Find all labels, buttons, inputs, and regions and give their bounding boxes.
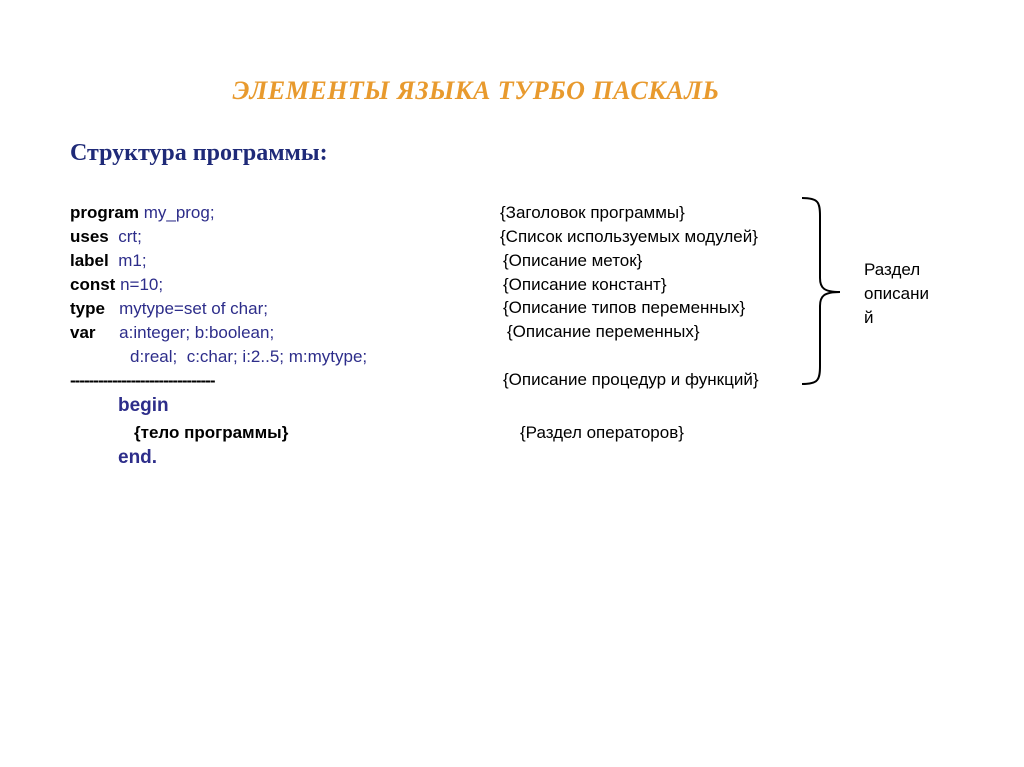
keyword: label <box>70 251 109 270</box>
comment-header: {Заголовок программы} <box>500 203 685 222</box>
code-end: end. <box>118 447 158 468</box>
code-line-label <box>70 249 147 273</box>
keyword: var <box>70 323 96 342</box>
code-begin: begin <box>118 395 169 416</box>
slide-subtitle: Структура программы: <box>70 140 328 166</box>
section-label-line: описани <box>864 284 929 303</box>
code-value: m1; <box>118 251 147 270</box>
code-value: n=10; <box>120 275 164 294</box>
keyword: uses <box>70 227 109 246</box>
comment-vars: {Описание переменных} <box>507 322 700 341</box>
slide-title: ЭЛЕМЕНТЫ ЯЗЫКА ТУРБО ПАСКАЛЬ <box>232 76 720 105</box>
code-line-var <box>70 321 274 345</box>
code-value: a:integer; b:boolean; <box>119 323 275 342</box>
code-value: my_prog; <box>143 203 215 222</box>
comment-operators: {Раздел операторов} <box>520 423 684 442</box>
keyword: const <box>70 275 116 294</box>
section-label-line: й <box>864 308 874 327</box>
comment-consts: {Описание констант} <box>503 275 667 294</box>
comment-procs: {Описание процедур и функций} <box>503 370 759 389</box>
section-label <box>864 258 954 330</box>
keyword: program <box>70 203 139 222</box>
comment-labels: {Описание меток} <box>503 251 643 270</box>
code-line-const <box>70 273 163 297</box>
code-line-uses <box>70 225 142 249</box>
section-label-line: Раздел <box>864 260 921 279</box>
keyword: type <box>70 299 105 318</box>
right-brace-icon <box>796 196 846 386</box>
code-value: d:real; c:char; i:2..5; m:mytype; <box>130 347 368 366</box>
code-body: {тело программы} <box>134 423 289 442</box>
comment-uses: {Список используемых модулей} <box>500 227 758 246</box>
comment-types: {Описание типов переменных} <box>503 298 746 317</box>
code-line-program <box>70 201 215 225</box>
code-separator: ------------------------------- <box>70 371 215 390</box>
code-value: crt; <box>118 227 142 246</box>
code-line-var-cont <box>130 345 367 369</box>
code-value: mytype=set of char; <box>119 299 268 318</box>
code-line-type <box>70 297 268 321</box>
